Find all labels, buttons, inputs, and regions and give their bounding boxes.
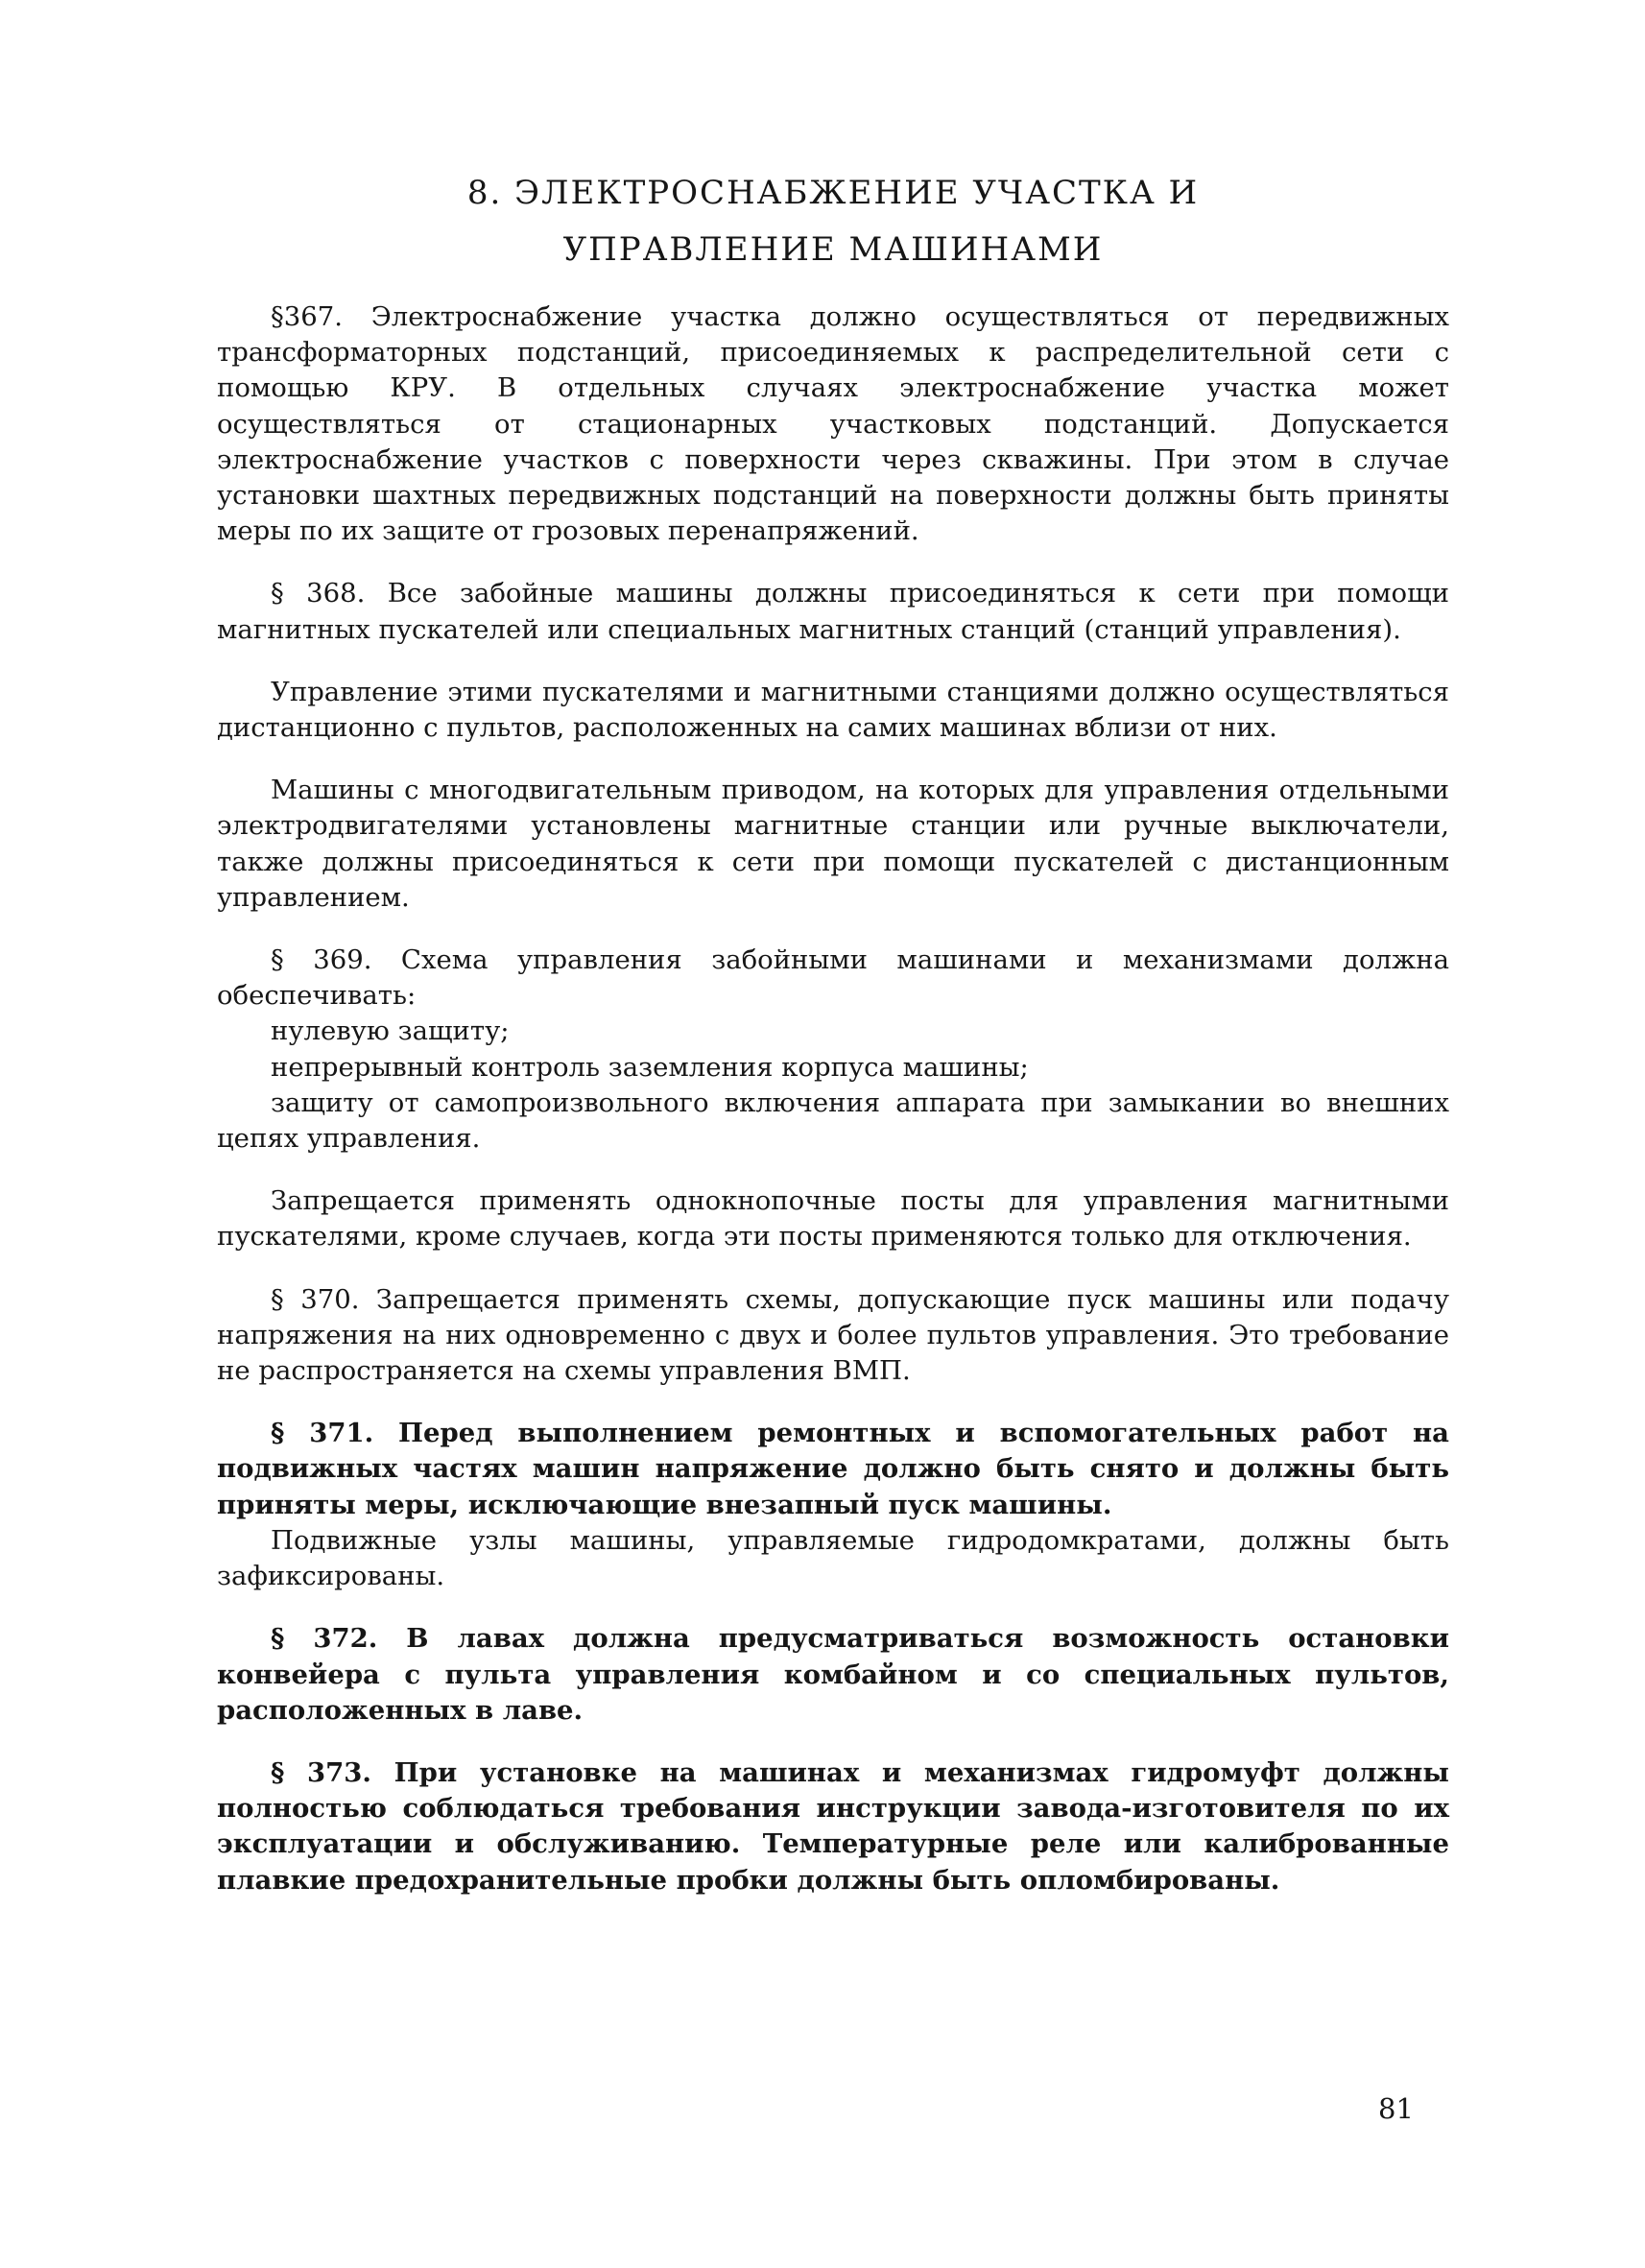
document-body xyxy=(217,299,1449,1898)
list-item-zero-protection: нулевую защиту; xyxy=(271,1015,510,1047)
paragraph-368-multimotor: Машины с многодвигательным приводом, на которых для управления отдельными электродвигателями установлены магнитные станции или ручные выключатели, также должны присоединяться к сети при помощи пускателей с дистанционным управлением. xyxy=(217,775,1449,913)
paragraph-367: §367. Электроснабжение участка должно осуществляться от передвижных трансформаторных подстанций, присоединяемых к распределительной сети с помощью КРУ. В отдельных случаях электроснабжение участка может осуществляться от стационарных участковых подстанций. Допускается электроснабжение участков с поверхности через скважины. При этом в случае установки шахтных передвижных подстанций на поверхности должны быть приняты меры по их защите от грозовых перенапряжений. xyxy=(217,301,1449,547)
paragraph-371-hydraulic: Подвижные узлы машины, управляемые гидродомкратами, должны быть зафиксированы. xyxy=(217,1524,1449,1592)
paragraph-369: § 369. Схема управления забойными машинами и механизмами должна обеспечивать: xyxy=(217,944,1449,1012)
paragraph-369-single-button: Запрещается применять однокнопочные посты для управления магнитными пускателями, кроме случаев, когда эти посты применяются только для отключения. xyxy=(217,1185,1449,1253)
list-item-ground-monitoring: непрерывный контроль заземления корпуса машины; xyxy=(271,1051,1029,1083)
page-number: 81 xyxy=(1378,2092,1414,2125)
section-heading-line-2: УПРАВЛЕНИЕ МАШИНАМИ xyxy=(562,230,1104,269)
paragraph-368-control: Управление этими пускателями и магнитными станциями должно осуществляться дистанционно с пультов, расположенных на самих машинах вблизи от них. xyxy=(217,676,1449,744)
list-item-self-start-protection: защиту от самопроизвольного включения аппарата при замыкании во внешних цепях управления. xyxy=(217,1086,1449,1155)
paragraph-372: § 372. В лавах должна предусматриваться возможность остановки конвейера с пульта управления комбайном и со специальных пультов, расположенных в лаве. xyxy=(217,1623,1449,1726)
paragraph-373: § 373. При установке на машинах и механизмах гидромуфт должны полностью соблюдаться требования инструкции завода-изготовителя по их эксплуатации и обслуживанию. Температурные реле или калиброванные плавкие предохранительные пробки должны быть опломбированы. xyxy=(217,1756,1449,1896)
section-heading-line-1: 8. ЭЛЕКТРОСНАБЖЕНИЕ УЧАСТКА И xyxy=(466,174,1200,212)
paragraph-370: § 370. Запрещается применять схемы, допускающие пуск машины или подачу напряжения на них одновременно с двух и более пультов управления. Это требование не распространяется на схемы управления ВМП. xyxy=(217,1283,1449,1387)
paragraph-368: § 368. Все забойные машины должны присоединяться к сети при помощи магнитных пускателей или специальных магнитных станций (станций управления). xyxy=(217,578,1449,645)
paragraph-371: § 371. Перед выполнением ремонтных и вспомогательных работ на подвижных частях машин напряжение должно быть снято и должны быть приняты меры, исключающие внезапный пуск машины. xyxy=(217,1418,1449,1520)
